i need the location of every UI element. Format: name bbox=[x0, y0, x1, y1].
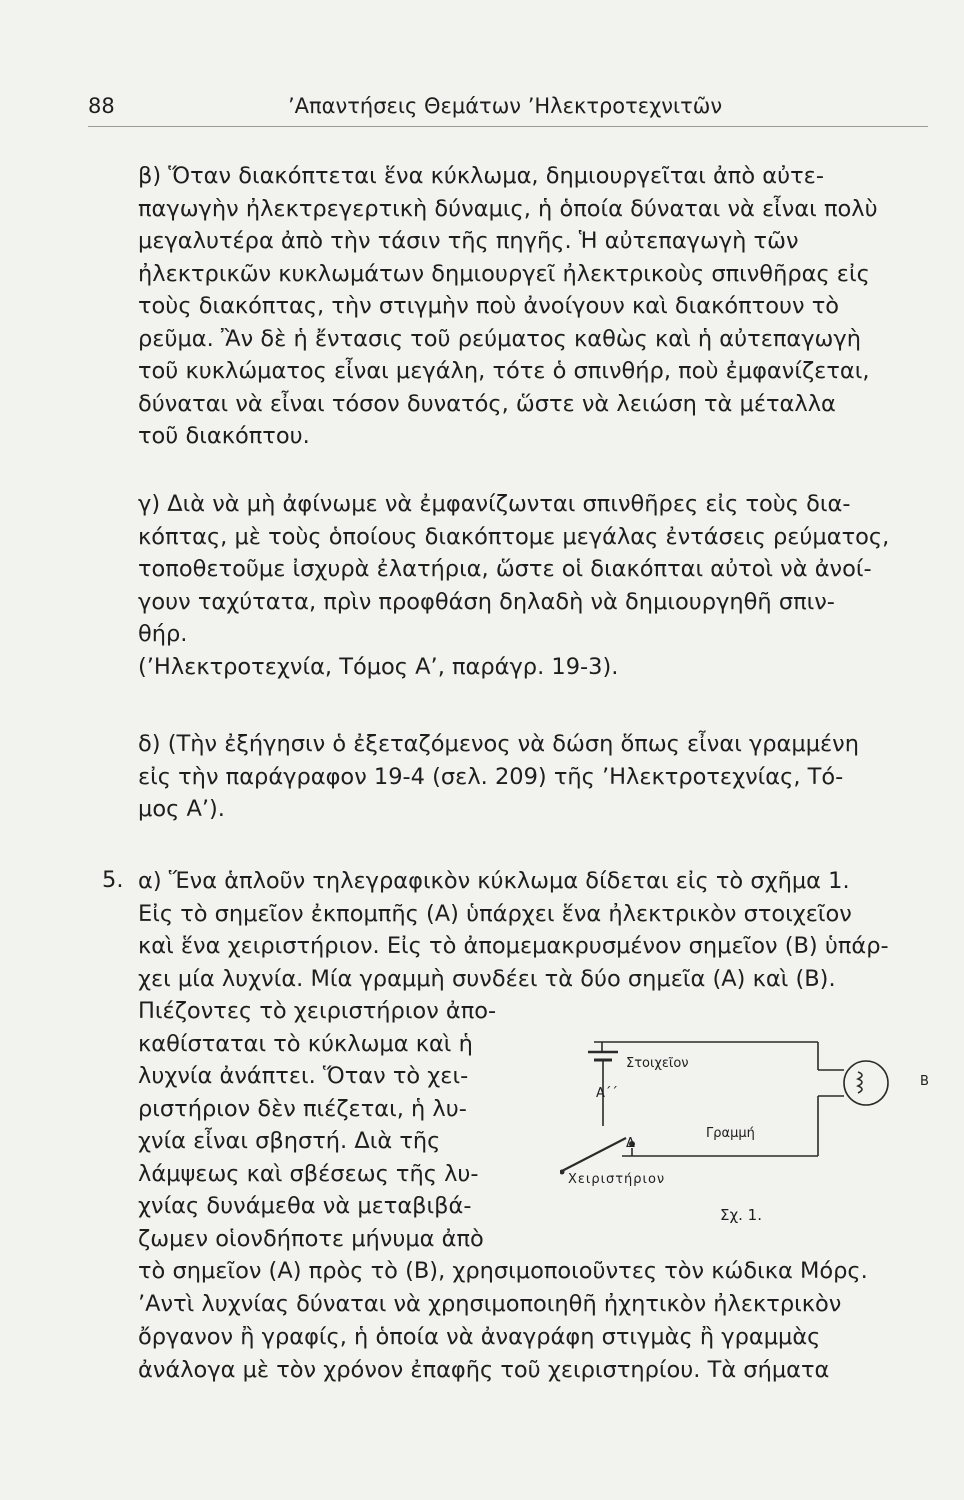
text-line: ’Αντὶ λυχνίας δύναται νὰ χρησιμοποιηθῆ ἠχητικὸν ἠλεκτρικὸν bbox=[138, 1291, 842, 1317]
label-delta: Δ bbox=[626, 1136, 635, 1151]
text-line: χει μία λυχνία. Μία γραμμὴ συνδέει τὰ δύο σημεῖα (Α) καὶ (Β). bbox=[138, 965, 836, 992]
page-header bbox=[88, 90, 928, 127]
text-line: χνίας δυνάμεθα νὰ μεταβιβά- bbox=[138, 1193, 472, 1219]
text-line: ὄργανον ἢ γραφίς, ἡ ὁποία νὰ ἀναγράφη στιγμὰς ἢ γραμμὰς bbox=[138, 1324, 821, 1350]
question5-intro bbox=[138, 865, 938, 995]
page-number: 88 bbox=[88, 94, 115, 118]
reference-line: (’Ηλεκτροτεχνία, Τόμος Α’, παράγρ. 19-3). bbox=[138, 653, 619, 680]
text-line: καὶ ἕνα χειριστήριον. Εἰς τὸ ἀπομεμακρυσμένον σημεῖον (Β) ὑπάρ- bbox=[138, 933, 889, 959]
question5-wrapped-text bbox=[138, 995, 538, 1255]
text-line: λάμψεως καὶ σβέσεως τῆς λυ- bbox=[138, 1160, 479, 1187]
lamp-filament-icon bbox=[858, 1072, 862, 1093]
figure-caption: Σχ. 1. bbox=[720, 1206, 762, 1224]
text-line: δ) (Τὴν ἐξήγησιν ὁ ἐξεταζόμενος νὰ δώση ὅπως εἶναι γραμμένη bbox=[138, 731, 860, 757]
text-line: τοποθετοῦμε ἰσχυρὰ ἐλατήρια, ὥστε οἱ διακόπται αὐτοὶ νὰ ἀνοί- bbox=[138, 556, 872, 582]
text-line: γ) Διὰ νὰ μὴ ἀφίνωμε νὰ ἐμφανίζωνται σπινθῆρες εἰς τοὺς δια- bbox=[138, 491, 851, 517]
text-line: καθίσταται τὸ κύκλωμα καὶ ἡ bbox=[138, 1030, 473, 1057]
label-b: Β bbox=[920, 1074, 929, 1089]
text-line: γουν ταχύτατα, πρὶν προφθάση δηλαδὴ νὰ δημιουργηθῆ σπιν- bbox=[138, 588, 835, 615]
label-a: Α΄΄ bbox=[596, 1086, 618, 1101]
text-line: χνία εἶναι σβηστή. Διὰ τῆς bbox=[138, 1128, 441, 1154]
key-lever bbox=[560, 1138, 626, 1172]
circuit-diagram bbox=[560, 1022, 940, 1222]
question-number: 5. bbox=[102, 867, 124, 893]
label-element: Στοιχεῖον bbox=[626, 1056, 689, 1071]
text-line: β) Ὅταν διακόπτεται ἕνα κύκλωμα, δημιουργεῖται ἀπὸ αὐτε- bbox=[138, 163, 824, 189]
text-line: μος Α’). bbox=[138, 796, 225, 822]
running-title: ’Απαντήσεις Θεμάτων ’Ηλεκτροτεχνιτῶν bbox=[288, 94, 723, 118]
text-line: τὸ σημεῖον (Α) πρὸς τὸ (Β), χρησιμοποιοῦντες τὸν κώδικα Μόρς. bbox=[138, 1258, 868, 1284]
text-line: τοῦ κυκλώματος εἶναι μεγάλη, τότε ὁ σπινθήρ, ποὺ ἐμφανίζεται, bbox=[138, 358, 870, 384]
text-line: ἀνάλογα μὲ τὸν χρόνον ἐπαφῆς τοῦ χειριστηρίου. Τὰ σήματα bbox=[138, 1357, 830, 1383]
paragraph-d bbox=[138, 728, 938, 826]
text-line: τοῦ διακόπτου. bbox=[138, 423, 310, 449]
text-line: ριστήριον δὲν πιέζεται, ἡ λυ- bbox=[138, 1095, 467, 1122]
text-line: ρεῦμα. Ἂν δὲ ἡ ἔντασις τοῦ ρεύματος καθὼς καὶ ἡ αὐτεπαγωγὴ bbox=[138, 325, 861, 352]
question5-tail bbox=[138, 1255, 938, 1387]
text-line: Πιέζοντες τὸ χειριστήριον ἀπο- bbox=[138, 998, 497, 1024]
lamp-bulb-icon bbox=[844, 1061, 888, 1105]
text-line: εἰς τὴν παράγραφον 19-4 (σελ. 209) τῆς ’Ηλεκτροτεχνίας, Τό- bbox=[138, 763, 844, 790]
telegraph-circuit-figure bbox=[560, 1022, 940, 1222]
paragraph-b bbox=[138, 160, 938, 453]
text-line: τοὺς διακόπτας, τὴν στιγμὴν ποὺ ἀνοίγουν καὶ διακόπτουν τὸ bbox=[138, 293, 840, 319]
label-line: Γραμμή bbox=[706, 1126, 755, 1141]
text-line: μεγαλυτέρα ἀπὸ τὴν τάσιν τῆς πηγῆς. Ἡ αὐτεπαγωγὴ τῶν bbox=[138, 228, 799, 254]
text-line: α) Ἕνα ἁπλοῦν τηλεγραφικὸν κύκλωμα δίδεται εἰς τὸ σχῆμα 1. bbox=[138, 868, 850, 894]
text-line: λυχνία ἀνάπτει. Ὅταν τὸ χει- bbox=[138, 1063, 469, 1089]
text-line: παγωγὴν ἠλεκτρεγερτικὴ δύναμις, ἡ ὁποία δύναται νὰ εἶναι πολὺ bbox=[138, 195, 878, 222]
text-line: Εἰς τὸ σημεῖον ἐκπομπῆς (Α) ὑπάρχει ἕνα ἠλεκτρικὸν στοιχεῖον bbox=[138, 900, 852, 927]
text-line: ζωμεν οἱονδήποτε μήνυμα ἀπὸ bbox=[138, 1225, 484, 1252]
text-line: ἠλεκτρικῶν κυκλωμάτων δημιουργεῖ ἠλεκτρικοὺς σπινθῆρας εἰς bbox=[138, 260, 870, 287]
text-line: δύναται νὰ εἶναι τόσον δυνατός, ὥστε νὰ λειώση τὰ μέταλλα bbox=[138, 390, 836, 417]
label-key: Χειριστήριον bbox=[568, 1172, 666, 1187]
text-line: κόπτας, μὲ τοὺς ὁποίους διακόπτομε μεγάλας ἐντάσεις ρεύματος, bbox=[138, 523, 890, 550]
paragraph-c bbox=[138, 488, 938, 683]
text-line: θήρ. bbox=[138, 621, 188, 647]
